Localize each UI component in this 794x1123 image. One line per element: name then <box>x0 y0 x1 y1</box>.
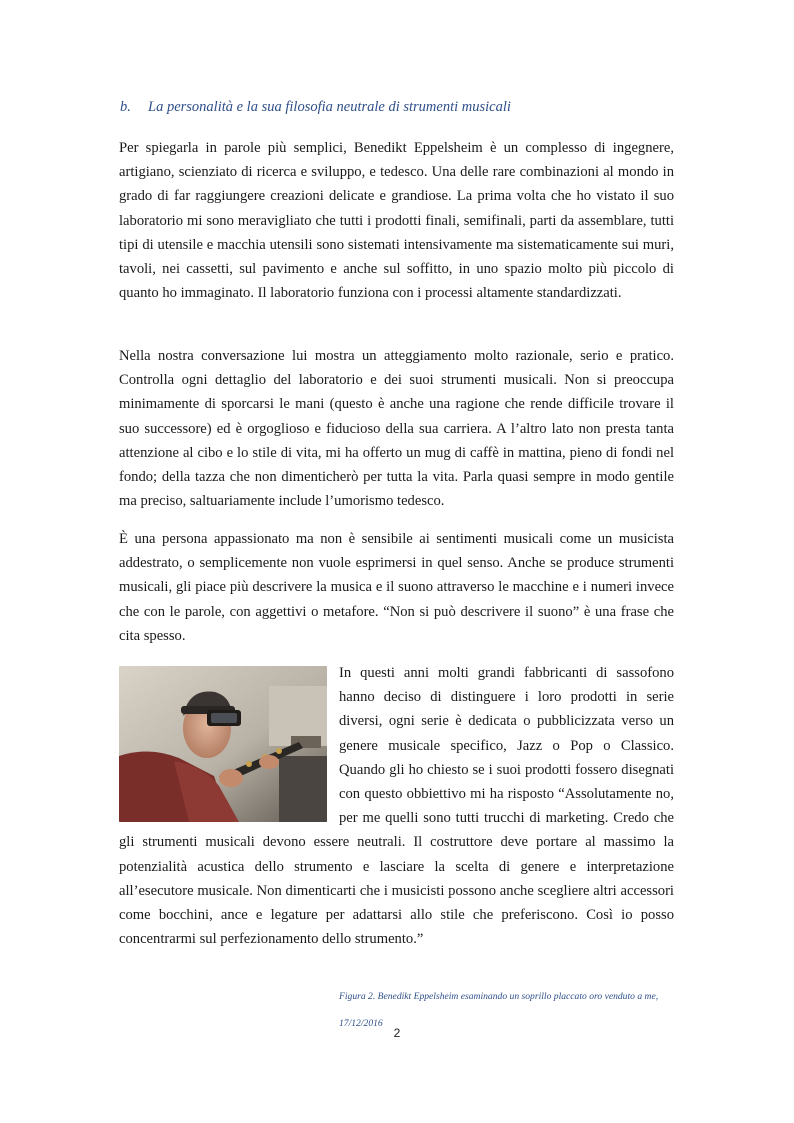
figure-caption: Figura 2. Benedikt Eppelsheim esaminando un soprillo placcato oro venduto a me, 17/12/2016 <box>339 991 659 1029</box>
paragraph-2: Nella nostra conversazione lui mostra un atteggiamento molto razionale, serio e pratico. Controlla ogni dettaglio del laboratorio e dei suoi strumenti musicali. Non si preoccupa minimamente di sporcarsi le mani (questo è anche una ragione che rende difficile trovare il suo successore) ed è orgoglioso e fiducioso della sua carriera. A l’altro lato non presta tanta attenzione al cibo e lo stile di vita, mi ha offerto un mug di caffè in mattina, pieno di fondi nel fondo; della tazza che non dimenticherò per tutta la vita. Parla quasi sempre in modo gentile ma preciso, saltuariamente include l’umorismo tedesco. <box>119 348 674 510</box>
page-number: 2 <box>393 1026 401 1040</box>
section-number: b. <box>120 99 131 115</box>
paragraph-4-text: In questi anni molti grandi fabbricanti di sassofono hanno deciso di distinguere i loro prodotti in serie diversi, ogni serie è dedicata o pubblicizzata verso un genere musicale specifico, Jazz o Pop o Classico. Quando gli ho chiesto se i suoi prodotti fossero disegnati con questo obbiettivo mi ha risposto “Assolutamente no, per me quelli sono tutti trucchi di marketing. Credo che gli strumenti musicali devono essere neutrali. Il costruttore deve portare al massimo la potenzialità acustica dello strumento e lasciare la scelta di genere e interpretazione all’esecutore musicale. Non dimenticarti che i musicisti possono anche scegliere altri accessori come bocchini, ance e legature per adattarsi allo stile che preferiscono. Così io posso concentrarmi sul perfezionamento dello strumento.” <box>119 665 674 948</box>
figure-photo <box>119 666 327 822</box>
paragraph-3: È una persona appassionato ma non è sensibile ai sentimenti musicali come un musicista addestrato, o semplicemente non vuole esprimersi in quel senso. Anche se produce strumenti musicali, gli piace più descrivere la musica e il suono attraverso le macchine e i numeri invece che con le parole, con aggettivi o metafore. “Non si può descrivere il suono” è una frase che cita spesso. <box>119 531 674 644</box>
paragraph-1: Per spiegarla in parole più semplici, Benedikt Eppelsheim è un complesso di ingegnere, artigiano, scienziato di ricerca e sviluppo, e tedesco. Una delle rare combinazioni al mondo in grado di far raggiungere creazioni delicate e grandiose. La prima volta che ho vistato il suo laboratorio mi sono meravigliato che tutti i prodotti finali, semifinali, parti da assemblare, tutti tipi di utensile e macchia utensili sono sistemati intensivamente ma sistematicamente sui muri, tavoli, nei cassetti, sul pavimento e anche sul soffitto, in uno spazio molto più piccolo di quanto ho immaginato. Il laboratorio funziona con i processi altamente standardizzati. <box>119 140 674 302</box>
section-heading <box>120 99 680 116</box>
section-title: La personalità e la sua filosofia neutrale di strumenti musicali <box>148 99 511 115</box>
paragraph-4 <box>119 661 674 951</box>
photo-illustration <box>119 666 327 822</box>
